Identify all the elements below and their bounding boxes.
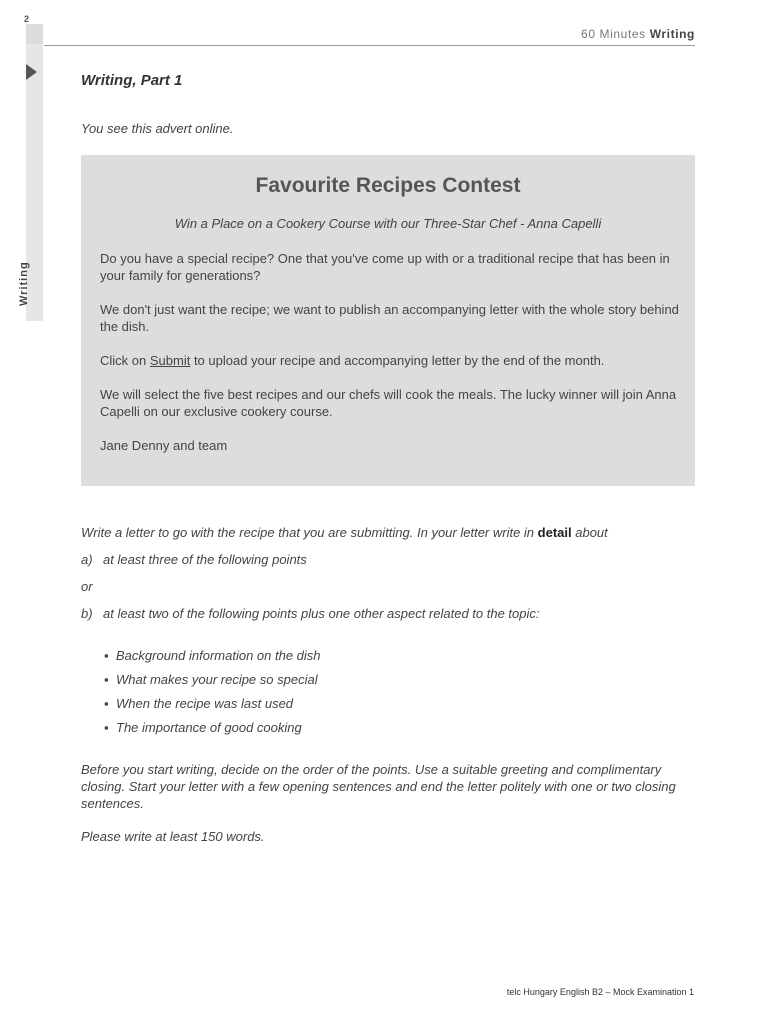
advert-paragraph <box>100 352 682 369</box>
closing-instruction: Before you start writing, decide on the order of the points. Use a suitable greeting and complimentary closing. Start your letter with a few opening sentences and end the letter politely with one or two closing sentences. <box>81 762 676 811</box>
side-page-number: 2 <box>24 14 30 24</box>
side-tab-top <box>26 24 43 44</box>
advert-paragraph: Do you have a special recipe? One that you've come up with or a traditional recipe that has been in your family for generations? <box>100 251 670 283</box>
bullet-icon: ▪ <box>104 720 109 735</box>
task-text: about <box>571 525 608 540</box>
option-b <box>81 606 540 621</box>
option-a <box>81 552 307 567</box>
advert-paragraph: We will select the five best recipes and our chefs will cook the meals. The lucky winner will join Anna Capelli on our exclusive cookery course. <box>100 387 677 419</box>
advert-body <box>100 250 682 471</box>
intro-text: You see this advert online. <box>81 121 234 136</box>
bullet-icon: ▪ <box>104 648 109 663</box>
header <box>581 27 695 41</box>
point-text: What makes your recipe so special <box>116 672 318 687</box>
page-title: Writing, Part 1 <box>81 72 183 89</box>
option-a-text: at least three of the following points <box>103 552 307 567</box>
task-instruction <box>81 525 695 540</box>
point-text: The importance of good cooking <box>116 720 302 735</box>
arrow-right-icon <box>26 64 37 80</box>
task-emphasis: detail <box>537 525 572 540</box>
footer: telc Hungary English B2 – Mock Examination 1 <box>506 987 694 997</box>
word-count-instruction: Please write at least 150 words. <box>81 829 265 844</box>
bullet-icon: ▪ <box>104 672 109 687</box>
advert-box <box>81 155 695 486</box>
side-section-label: Writing <box>18 261 30 306</box>
advert-text: Click on <box>100 353 150 368</box>
submit-link[interactable]: Submit <box>149 353 191 368</box>
option-a-letter: a) <box>81 552 93 567</box>
advert-text: to upload your recipe and accompanying letter by the end of the month. <box>190 353 605 368</box>
list-item <box>104 647 321 671</box>
task-text: Write a letter to go with the recipe that you are submitting. In your letter write in <box>81 525 538 540</box>
list-item <box>104 671 321 695</box>
list-item <box>104 695 321 719</box>
option-b-letter: b) <box>81 606 93 621</box>
bullet-icon: ▪ <box>104 696 109 711</box>
advert-signoff: Jane Denny and team <box>100 438 228 453</box>
advert-paragraph: We don't just want the recipe; we want to publish an accompanying letter with the whole story behind the dish. <box>100 302 679 334</box>
list-item <box>104 719 321 743</box>
header-duration: 60 Minutes <box>581 27 646 41</box>
advert-title: Favourite Recipes Contest <box>255 174 521 197</box>
option-b-text: at least two of the following points plus one other aspect related to the topic: <box>103 606 540 621</box>
point-text: Background information on the dish <box>116 648 321 663</box>
option-or: or <box>81 579 93 594</box>
points-list <box>104 647 321 743</box>
header-divider <box>44 45 695 46</box>
advert-subtitle: Win a Place on a Cookery Course with our Three-Star Chef - Anna Capelli <box>174 216 602 231</box>
point-text: When the recipe was last used <box>116 696 294 711</box>
header-section: Writing <box>649 27 695 41</box>
